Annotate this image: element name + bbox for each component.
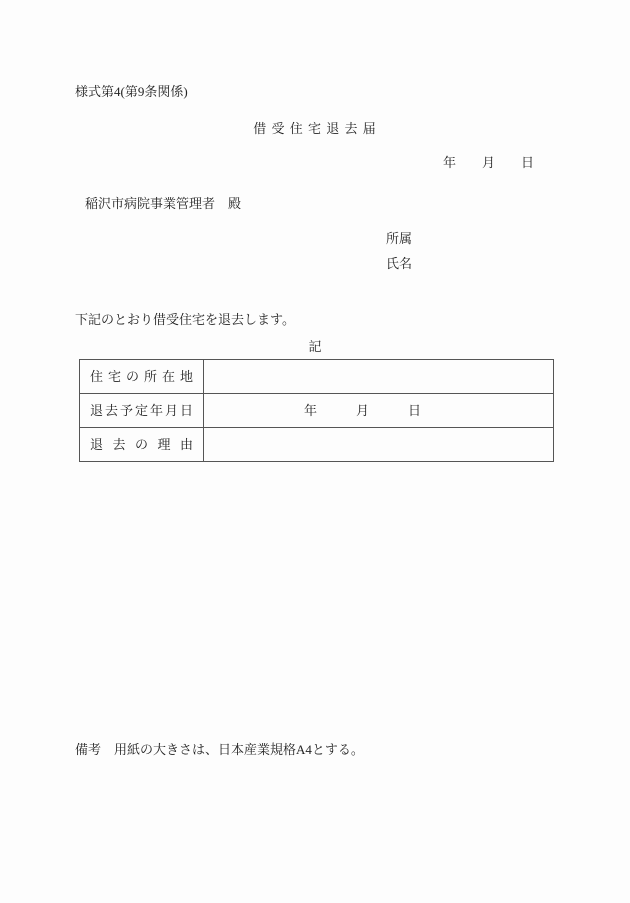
- record-marker: 記: [308, 339, 322, 354]
- row-label-residence: 住宅の所在地: [80, 360, 204, 393]
- table-row-residence: [80, 360, 553, 394]
- table-row-move-out-date: [80, 394, 553, 428]
- affiliation-label: 所属: [386, 231, 413, 246]
- table-row-reason: [80, 428, 553, 461]
- row-value-residence: [204, 360, 553, 393]
- body-text: 下記のとおり借受住宅を退去します。: [75, 312, 295, 327]
- row-label-reason: 退去の理由: [80, 428, 204, 461]
- name-label: 氏名: [386, 256, 413, 271]
- date-line: 年 月 日: [443, 155, 535, 170]
- form-number: 様式第4(第9条関係): [75, 84, 188, 99]
- row-label-move-out-date: 退去予定年月日: [80, 394, 204, 427]
- form-table: [79, 359, 554, 462]
- document-title: 借 受 住 宅 退 去 届: [253, 121, 377, 136]
- row-value-reason: [204, 428, 553, 461]
- remarks-note: 備考 用紙の大きさは、日本産業規格A4とする。: [75, 742, 364, 757]
- row-value-move-out-date: 年 月 日: [304, 403, 422, 418]
- addressee-line: 稲沢市病院事業管理者 殿: [85, 196, 242, 211]
